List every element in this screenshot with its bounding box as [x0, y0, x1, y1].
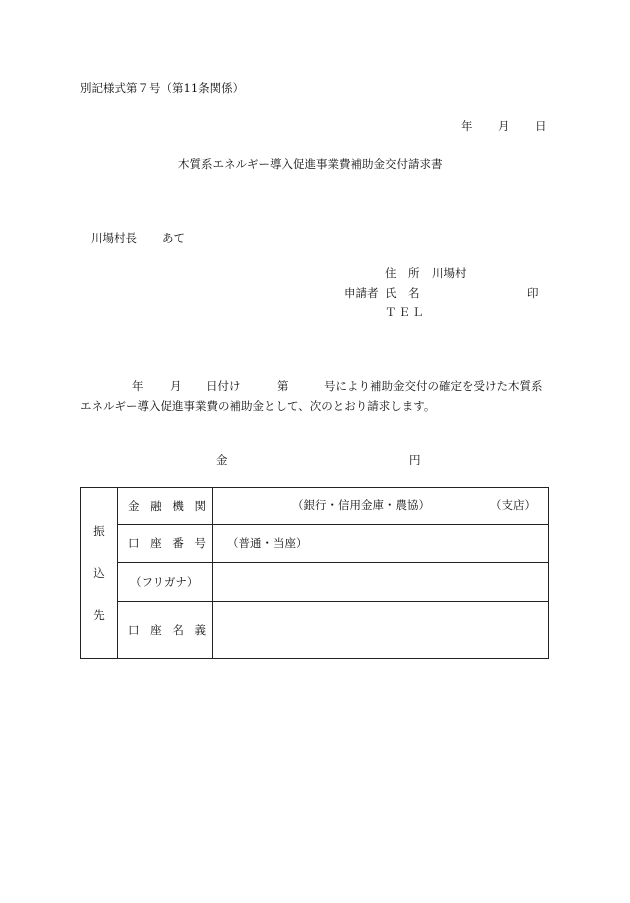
transfer-destination-header: [81, 488, 118, 659]
body-day: 日付け: [206, 379, 241, 393]
label-char: 号: [194, 536, 206, 551]
institution-types: （銀行・信用金庫・農協）: [292, 498, 430, 512]
name-label: 氏 名: [385, 286, 420, 300]
account-name-label: [128, 622, 206, 638]
body-month: 月: [170, 379, 182, 393]
branch-label: （支店）: [490, 498, 536, 512]
label-char: 座: [150, 536, 162, 551]
form-number: 別記様式第７号（第11条関係）: [80, 81, 245, 95]
label-char: 機: [172, 498, 184, 513]
date-day-label: 日: [535, 119, 547, 133]
address-value: 川場村: [432, 266, 467, 280]
furigana-label-cell: [118, 563, 213, 602]
address-label: 住 所: [385, 266, 420, 280]
date-month-label: 月: [498, 119, 510, 133]
amount-label: 金: [216, 453, 228, 467]
header-char: 込: [93, 566, 105, 580]
label-char: 口: [128, 536, 140, 551]
account-type: （普通・当座）: [227, 535, 308, 550]
document-title: 木質系エネルギー導入促進事業費補助金交付請求書: [178, 157, 443, 171]
label-char: 名: [172, 622, 184, 637]
furigana-value-cell[interactable]: [213, 563, 549, 602]
date-year-label: 年: [461, 119, 473, 133]
body-dai: 第: [277, 379, 289, 393]
account-name-value-cell[interactable]: [213, 601, 549, 658]
seal-mark: 印: [527, 286, 539, 300]
bank-transfer-table: [80, 487, 549, 659]
body-year: 年: [132, 379, 144, 393]
account-number-label-cell: [118, 524, 213, 563]
tel-label: ＴＥＬ: [385, 305, 426, 319]
body-line1-rest: 号により補助金交付の確定を受けた木質系: [324, 379, 543, 393]
applicant-label: 申請者: [344, 286, 379, 300]
body-line2: エネルギー導入促進事業費の補助金として、次のとおり請求します。: [80, 399, 436, 413]
label-char: 番: [172, 536, 184, 551]
account-number-value-cell[interactable]: [213, 524, 549, 563]
addressee-suffix: あて: [162, 231, 185, 245]
label-char: 関: [194, 498, 206, 513]
label-char: 金: [128, 498, 140, 513]
institution-label: [128, 498, 206, 514]
label-char: 座: [150, 622, 162, 637]
addressee-name: 川場村長: [91, 231, 137, 245]
institution-value-cell[interactable]: [213, 488, 549, 525]
institution-label-cell: [118, 488, 213, 525]
account-name-label-cell: [118, 601, 213, 658]
label-char: 義: [194, 622, 206, 637]
amount-unit: 円: [409, 453, 421, 467]
label-char: 口: [128, 622, 140, 637]
label-char: 融: [150, 498, 162, 513]
account-number-label: [128, 535, 206, 551]
furigana-label: （フリガナ）: [130, 575, 199, 590]
header-char: 先: [93, 608, 105, 622]
header-char: 振: [93, 524, 105, 538]
